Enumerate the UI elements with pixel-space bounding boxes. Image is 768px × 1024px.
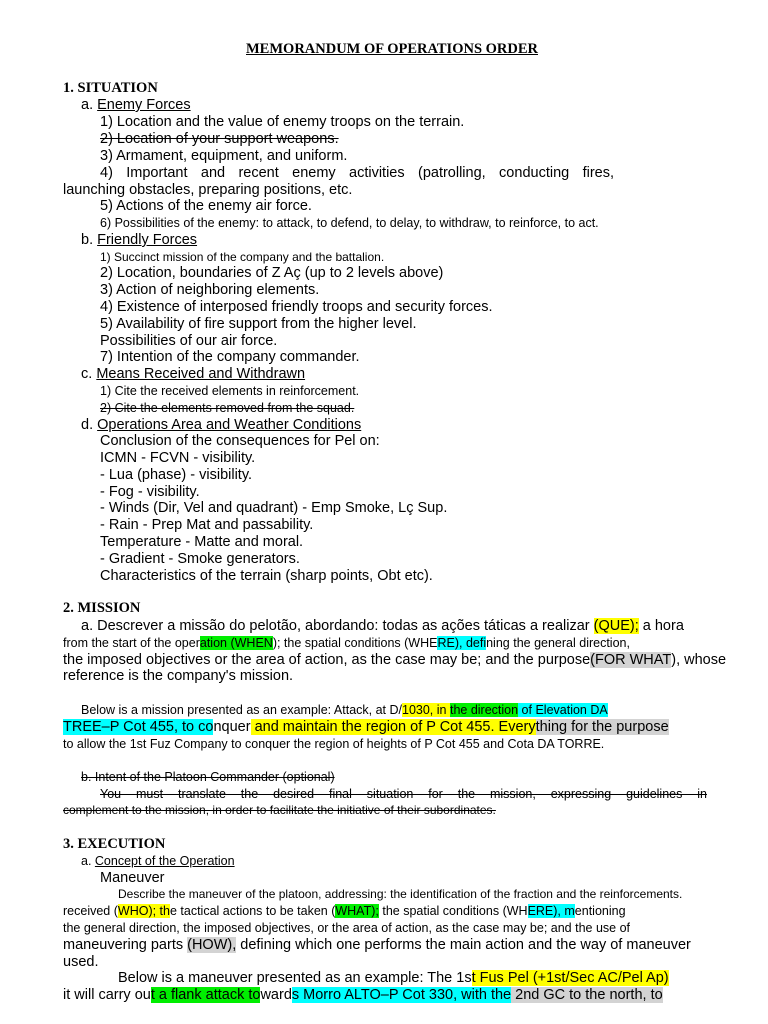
text-run: from the start of the oper [63, 636, 200, 650]
list-item: launching obstacles, preparing positions, etc. [63, 182, 353, 198]
text-run: received ( [63, 904, 118, 918]
maneuver-description: Describe the maneuver of the platoon, addressing: the identification of the fraction and the reinforcements. [118, 887, 683, 901]
list-item: Possibilities of our air force. [100, 333, 278, 349]
list-item: - Rain - Prep Mat and passability. [100, 517, 314, 533]
list-item: 2) Location of your support weapons. [100, 131, 339, 147]
paragraph-line [63, 937, 691, 954]
highlight-run: ation (WHEN [199, 636, 273, 650]
list-item: Temperature - Matte and moral. [100, 534, 304, 550]
highlight-run: WHAT); [335, 904, 379, 918]
list-item: 1) Succinct mission of the company and the battalion. [100, 250, 385, 264]
highlight-run: thing for the purpose [535, 719, 669, 735]
text-run: nquer [213, 719, 251, 735]
text-run: entioning [574, 904, 626, 918]
paragraph-line [63, 903, 626, 920]
highlight-run: RE), defi [437, 636, 487, 650]
intent-heading: b. Intent of the Platoon Commander (optional) [81, 770, 335, 784]
highlight-run: (FOR WHAT [590, 652, 672, 668]
text-run: the imposed objectives or the area of action, as the case may be; and the purpose [63, 652, 591, 668]
highlight-run: t Fus Pel (+1st/Sec AC/Pel Ap) [471, 970, 669, 986]
paragraph-line: the general direction, the imposed objectives, or the area of action, as the case may be; and the use of [63, 921, 631, 935]
page-title: MEMORANDUM OF OPERATIONS ORDER [246, 41, 539, 57]
friendly-forces-heading [81, 232, 197, 249]
item-prefix: c. [81, 366, 97, 382]
text-run: ); the spatial conditions (WHE [272, 636, 438, 650]
paragraph-line: used. [63, 954, 99, 970]
highlight-run: ERE), m [527, 904, 575, 918]
highlight-run: the direction [449, 703, 519, 717]
text-run: it will carry ou [63, 987, 151, 1003]
paragraph-line [63, 635, 630, 652]
highlight-run: (HOW), [187, 937, 237, 953]
list-item: Characteristics of the terrain (sharp points, Obt etc). [100, 568, 433, 584]
text-run: Below is a maneuver presented as an example: The 1s [118, 970, 472, 986]
list-item: 1) Cite the received elements in reinforcement. [100, 384, 360, 398]
text-run: e tactical actions to be taken ( [169, 904, 336, 918]
text-run: ward [260, 987, 292, 1003]
list-item: Conclusion of the consequences for Pel on: [100, 433, 380, 449]
item-prefix: d. [81, 417, 98, 433]
highlight-run: WHO); th [117, 904, 170, 918]
highlight-run: and maintain the region of P Cot 455. Every [250, 719, 536, 735]
highlight-run: TREE–P Cot 455, to co [63, 719, 214, 735]
text-run: maneuvering parts [63, 937, 188, 953]
list-item: 7) Intention of the company commander. [100, 349, 360, 365]
list-item: 6) Possibilities of the enemy: to attack, to defend, to delay, to withdraw, to reinforce, to act. [100, 216, 599, 230]
item-prefix: a. [81, 854, 95, 868]
list-item: 3) Action of neighboring elements. [100, 282, 320, 298]
list-item: 2) Cite the elements removed from the squad. [100, 401, 355, 415]
paragraph-line [81, 618, 684, 635]
example-line: to allow the 1st Fuz Company to conquer the region of heights of P Cot 455 and Cota DA TORRE. [63, 737, 605, 751]
intent-line: You must translate the desired final situation for the mission, expressing guidelines in [100, 787, 707, 801]
means-heading [81, 366, 305, 383]
list-item: 2) Location, boundaries of Z Aç (up to 2 levels above) [100, 265, 444, 281]
concept-heading [81, 853, 235, 870]
item-prefix: b. [81, 232, 98, 248]
situation-heading: 1. SITUATION [63, 80, 158, 96]
highlight-run: (QUE); [593, 618, 639, 634]
list-item: 5) Actions of the enemy air force. [100, 198, 312, 214]
list-item: 4) Important and recent enemy activities (patrolling, conducting fires, [100, 165, 614, 181]
highlight-run: t a flank attack to [150, 987, 261, 1003]
intent-line: complement to the mission, in order to facilitate the initiative of their subordinates. [63, 803, 496, 817]
text-run: a. Descrever a missão do pelotão, abordando: todas as ações táticas a realizar [81, 618, 594, 634]
list-item: 4) Existence of interposed friendly troops and security forces. [100, 299, 493, 315]
text-run: defining which one performs the main action and the way of maneuver [236, 937, 691, 953]
list-item: - Gradient - Smoke generators. [100, 551, 300, 567]
subheading-text: Operations Area and Weather Conditions [97, 417, 362, 433]
list-item: - Fog - visibility. [100, 484, 200, 500]
item-prefix: a. [81, 97, 98, 113]
paragraph-line: reference is the company's mission. [63, 668, 294, 684]
example-line [63, 987, 663, 1004]
example-line [63, 719, 669, 736]
example-line [81, 702, 608, 719]
subheading-text: Concept of the Operation [94, 854, 235, 868]
list-item: ICMN - FCVN - visibility. [100, 450, 256, 466]
list-item: - Winds (Dir, Vel and quadrant) - Emp Smoke, Lç Sup. [100, 500, 448, 516]
subheading-text: Means Received and Withdrawn [96, 366, 306, 382]
list-item: 1) Location and the value of enemy troops on the terrain. [100, 114, 465, 130]
highlight-run: of Elevation DA [518, 703, 608, 717]
mission-heading: 2. MISSION [63, 600, 141, 616]
subheading-text: Friendly Forces [97, 232, 198, 248]
text-run: ), whose [671, 652, 727, 668]
highlight-run: s Morro ALTO–P Cot 330, with the [291, 987, 512, 1003]
text-run: Below is a mission presented as an example: Attack, at D/ [81, 703, 402, 717]
paragraph-line [63, 652, 726, 669]
highlight-run: 1030, in [402, 703, 450, 717]
operations-area-heading [81, 417, 361, 434]
enemy-forces-heading [81, 97, 191, 114]
text-run: the spatial conditions (WH [378, 904, 528, 918]
example-line [118, 970, 669, 987]
maneuver-label: Maneuver [100, 870, 165, 886]
subheading-text: Enemy Forces [97, 97, 191, 113]
text-run: ning the general direction, [486, 636, 630, 650]
list-item: 3) Armament, equipment, and uniform. [100, 148, 348, 164]
text-run: a hora [638, 618, 684, 634]
list-item: 5) Availability of fire support from the higher level. [100, 316, 417, 332]
execution-heading: 3. EXECUTION [63, 836, 166, 852]
list-item: - Lua (phase) - visibility. [100, 467, 253, 483]
highlight-run: 2nd GC to the north, to [511, 987, 663, 1003]
